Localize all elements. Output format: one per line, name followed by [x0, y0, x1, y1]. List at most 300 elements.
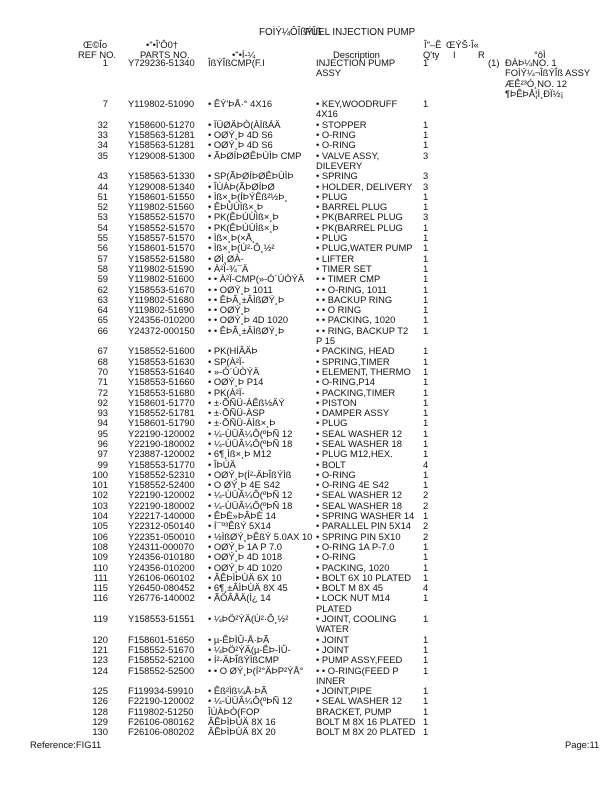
part-name-jp: ÂÊÞÌÞÙÄ 8X 20 [208, 726, 276, 738]
ref-no: 56 [97, 242, 108, 254]
description-line: • O-RING,P14 [316, 376, 376, 388]
quantity: 1 [423, 417, 429, 429]
ref-no: 104 [92, 510, 108, 522]
part-no: Y119802-51590 [128, 262, 195, 274]
table-row [0, 429, 612, 439]
description-line: INNER [316, 674, 346, 686]
ref-no: 67 [97, 345, 108, 357]
quantity: 1 [423, 201, 429, 213]
quantity: 1 [423, 643, 429, 655]
part-name-jp: • ¼-ÙÜÂ¼Ô(ºÞÑ 18 [208, 437, 293, 449]
part-no: F158552-52500 [128, 664, 195, 676]
description [316, 727, 416, 737]
quantity: 1 [423, 293, 429, 305]
quantity: 1 [423, 242, 429, 254]
part-name-jp: • PK(ÊÞÚÙÌß×¸Þ [208, 221, 279, 233]
table-row [0, 99, 612, 120]
description-line: • KEY,WOODRUFF [316, 98, 398, 110]
description-line: • O-RING [316, 129, 356, 141]
ref-no: 70 [97, 365, 108, 377]
quantity: 1 [423, 324, 429, 336]
ref-no: 65 [97, 314, 108, 326]
ref-no: 110 [93, 561, 108, 573]
part-name-jp: • • ÊÞÂ¸±ÂÌßØÝ¸Þ [208, 324, 285, 336]
part-no: Y22351-050010 [128, 530, 195, 542]
quantity: 1 [423, 314, 429, 326]
part-name-jp: • ÏÜØÄÞÒ(ÀÌßÁÄ [208, 118, 281, 130]
description-line: • • BACKUP RING [316, 293, 393, 305]
table-row [0, 243, 612, 253]
ref-no: 95 [97, 427, 108, 439]
description-line: • SEAL WASHER 12 [316, 695, 402, 707]
ref-no: 62 [97, 283, 108, 295]
part-name-jp: • ±·ÕÑÜ-ÀÊß½ÄÝ [208, 396, 285, 408]
part-name-jp: • ÎÞÙÄ [208, 458, 236, 470]
quantity: 1 [423, 633, 429, 645]
description-line: • SPRING,TIMER [316, 355, 390, 367]
table-row [0, 326, 612, 347]
description [316, 593, 390, 614]
ref-no: 54 [97, 221, 108, 233]
quantity: 1 [423, 57, 429, 68]
remarks-line: ÆÊ²³Ó¸NO. 12 [505, 77, 567, 89]
quantity: 1 [423, 540, 429, 552]
part-name-jp: • Ìß×¸Þ(×Å¸ [208, 232, 256, 244]
part-name-jp: • ÊÞÈ»ÞÂÞÈ 14 [208, 510, 276, 522]
description-line: INJECTION PUMP [316, 57, 396, 68]
description [316, 614, 396, 635]
quantity: 1 [423, 365, 429, 377]
table-row [0, 367, 612, 377]
ref-no: 109 [92, 551, 108, 563]
table-row [0, 408, 612, 418]
quantity: 1 [423, 190, 429, 202]
ref-no: 33 [97, 129, 108, 141]
quantity: 1 [423, 726, 429, 738]
quantity: 3 [423, 149, 429, 161]
ref-no: 96 [97, 437, 108, 449]
description-line: • SEAL WASHER 12 [316, 427, 402, 439]
description [316, 377, 375, 387]
quantity: 1 [423, 252, 429, 264]
ref-no: 103 [92, 499, 108, 511]
quantity: 3 [423, 170, 429, 182]
ref-no: 129 [92, 716, 108, 727]
quantity: 1 [423, 427, 429, 439]
part-no: Y158563-51330 [128, 170, 195, 182]
ref-no: 93 [97, 407, 108, 419]
quantity: 1 [423, 510, 429, 522]
part-no: Y129008-51300 [128, 149, 195, 161]
table-row [0, 357, 612, 367]
description-line: • O-RING 4E S42 [316, 479, 390, 491]
part-no: Y23887-120002 [128, 448, 195, 460]
title-jp: FOÌÝ¼ÔÎßÝÎß [259, 27, 322, 38]
part-no: Y158601-51550 [128, 190, 195, 202]
ref-no: 44 [97, 180, 108, 192]
description-line: • SPRING WASHER 14 [316, 510, 415, 522]
part-no: Y24311-000070 [128, 540, 195, 552]
part-name-jp: • ØÌ¸ØÀ- [208, 252, 244, 264]
description-line: ASSY [316, 67, 342, 79]
description [316, 655, 402, 665]
ref-no: 120 [92, 633, 108, 645]
part-name-jp: • OØÝ¸Þ P14 [208, 376, 264, 388]
description-line: • PLUG [316, 190, 348, 202]
part-name-jp: • µ-ÊÞÌÛ-Å·ÞÃ [208, 633, 270, 645]
quantity: 1 [423, 561, 429, 573]
quantity: 1 [423, 479, 429, 491]
part-name-jp: • OØÝ¸Þ 1A P 7.0 [208, 540, 282, 552]
description-line: 4X16 [316, 108, 338, 120]
ref-no: 99 [97, 458, 108, 470]
ref-no: 105 [92, 520, 108, 532]
ref-no: 43 [97, 170, 108, 182]
part-no: F26106-080162 [128, 716, 195, 727]
table-row [0, 130, 612, 140]
part-no: F22190-120002 [128, 695, 195, 707]
part-name-jp: • ÊÝ'ÞÅ·° 4X16 [208, 98, 273, 110]
quantity: 1 [423, 664, 429, 676]
part-name-jp: • 6¶¸±ÂÌÞÙÄ 8X 45 [208, 582, 288, 594]
description-line: P 15 [316, 335, 336, 347]
part-name-jp: • OØÝ¸Þ 4D 1020 [208, 561, 283, 573]
description [316, 552, 356, 562]
part-no: Y22217-140000 [128, 510, 195, 522]
part-name-jp: • Ìß×¸Þ(ÍÞÝÊß²½Þ¸ [208, 190, 288, 202]
quantity: 2 [423, 530, 429, 542]
quantity: 1 [423, 262, 429, 274]
table-row [0, 120, 612, 130]
description-line: WATER [316, 623, 349, 635]
ref-no: 108 [92, 540, 108, 552]
part-no: Y158552-51580 [128, 252, 195, 264]
part-no: Y158552-52400 [128, 479, 195, 491]
description-line: • PUMP ASSY,FEED [316, 654, 403, 666]
description-line: • JOINT [316, 643, 349, 655]
part-no: Y119802-51680 [128, 293, 195, 305]
quantity: 1 [423, 448, 429, 460]
description-line: • PK(BARREL PLUG [316, 221, 403, 233]
part-name-jp: • OØÝ¸Þ 4D S6 [208, 139, 273, 151]
description-line: BRACKET, PUMP [316, 705, 392, 717]
part-no: Y158552-51600 [128, 345, 195, 357]
ref-no: 119 [93, 613, 108, 625]
description [316, 99, 397, 120]
part-name-jp: • PK(ÊÞÚÙÌß×¸Þ [208, 211, 279, 223]
part-no: Y158552-51570 [128, 211, 195, 223]
part-no: Y158601-51570 [128, 242, 195, 254]
col-part-jp: •"•Î'Ô0† [146, 39, 179, 50]
quantity: 1 [423, 273, 429, 285]
description-line: • O-RING [316, 551, 356, 563]
col-part: PARTS NO. [140, 49, 190, 60]
description [316, 326, 408, 347]
table-row [0, 346, 612, 356]
ref-no: 72 [97, 386, 108, 398]
part-name-jp: • ½ÌßØÝ¸ÞÊßÝ 5.0AX 10 [208, 530, 313, 542]
col-qty-jp: Î"–Ê [424, 39, 442, 50]
ref-no: 66 [97, 324, 108, 336]
table-row [0, 264, 612, 274]
part-no: Y26450-080452 [128, 582, 195, 594]
part-no: Y158553-51551 [128, 613, 195, 625]
table-row [0, 58, 612, 99]
quantity: 1 [423, 129, 429, 141]
part-no: Y158557-51570 [128, 232, 195, 244]
table-row [0, 439, 612, 449]
table-row [0, 233, 612, 243]
part-name-jp: • • O ØÝ¸Þ(Í²°ÄÞP²ÝÅ° [208, 664, 304, 676]
part-no: Y158552-51781 [128, 407, 195, 419]
quantity: 1 [423, 613, 429, 625]
quantity: 4 [423, 582, 429, 594]
table-row [0, 655, 612, 665]
part-no: Y119802-51560 [128, 201, 195, 213]
quantity: 1 [423, 592, 429, 604]
table-row [0, 171, 612, 181]
part-name-jp: • 6¶¸Ìß×¸Þ M12 [208, 448, 272, 460]
description [316, 58, 395, 79]
part-no: Y158553-51680 [128, 386, 195, 398]
ref-no: 124 [92, 664, 108, 676]
part-name-jp: • ÎÙÀÞ(ÃÞØÍÞØ [208, 180, 275, 192]
part-name-jp: • PK(HÍÂÄÞ [208, 345, 258, 357]
part-no: Y119802-51600 [128, 273, 195, 285]
description-line: • O-RING 1A P-7.0 [316, 540, 395, 552]
quantity: 1 [423, 437, 429, 449]
quantity: 1 [423, 283, 429, 295]
table-row [0, 614, 612, 635]
description-line: • JOINT, COOLING [316, 613, 397, 625]
part-no: Y158553-51640 [128, 365, 195, 377]
part-name-jp: • ¼-ÙÜÂ¼Ô(ºÞÑ 12 [208, 489, 293, 501]
description-line: • PACKING,TIMER [316, 386, 396, 398]
description-line: • DAMPER ASSY [316, 407, 390, 419]
part-name-jp: • ¼-ÙÜÂ¼Ô(ºÞÑ 18 [208, 499, 293, 511]
col-remarks-jp: °ôÌ [534, 49, 546, 60]
quantity: 1 [423, 355, 429, 367]
quantity: 3 [423, 180, 429, 192]
ref-no: 71 [97, 376, 108, 388]
description-line: • • O RING [316, 304, 362, 316]
table-row [0, 295, 612, 305]
table-row [0, 182, 612, 192]
description-line: • BOLT [316, 458, 346, 470]
ref-no: 92 [97, 396, 108, 408]
description-line: • • O-RING(FEED P [316, 664, 399, 676]
description-line: • HOLDER, DELIVERY [316, 180, 413, 192]
part-no: Y24372-000150 [128, 324, 195, 336]
ref-no: 59 [97, 273, 108, 285]
table-row [0, 140, 612, 150]
table-row [0, 285, 612, 295]
quantity: 1 [423, 685, 429, 697]
description-line: • • RING, BACKUP T2 [316, 324, 409, 336]
description-line: • • O-RING, 1011 [316, 283, 387, 295]
part-name-jp: • ¼ÞÖ²ÝÄ(Ú²·Ô¸½² [208, 613, 289, 625]
quantity: 1 [423, 695, 429, 707]
description-line: • STOPPER [316, 118, 367, 130]
table-row [0, 151, 612, 172]
description-line: • SEAL WASHER 18 [316, 437, 402, 449]
part-no: Y158552-51570 [128, 221, 195, 233]
quantity: 1 [423, 139, 429, 151]
description-line: • PLUG,WATER PUMP [316, 242, 413, 254]
table-row [0, 593, 612, 614]
part-name-jp: ÎÙÀÞÒ(FOP [208, 705, 260, 717]
quantity: 1 [423, 376, 429, 388]
table-row [0, 563, 612, 573]
part-name-jp: • SP(À²Ï- [208, 355, 245, 367]
description-line: • PACKING, 1020 [316, 561, 390, 573]
description-line: • ELEMENT, THERMO [316, 365, 411, 377]
part-name-jp: • À²Ï-¾¯Ä [208, 262, 249, 274]
description-line: • O-RING [316, 468, 356, 480]
quantity: 1 [423, 716, 429, 727]
part-name-jp: • SP(ÃÞØÍÞØÊÞÙÌÞ [208, 170, 294, 182]
part-name-jp: • ÊÞÚÙÌß×¸Þ [208, 201, 264, 213]
ref-no: 55 [97, 232, 108, 244]
part-name-jp: • ¼ÞÖ²ÝÄ(µ-ÊÞ-ÌÛ- [208, 643, 291, 655]
description-line: • O-RING [316, 139, 356, 151]
part-name-jp: • Êß²Ìß¼Å·ÞÃ [208, 685, 268, 697]
r-value: (1) [488, 57, 500, 68]
description-line: • PLUG [316, 232, 348, 244]
part-name-jp: • • OØÝ¸Þ [208, 304, 250, 316]
part-no: Y22190-120002 [128, 427, 195, 439]
part-name-jp: • ÂÊÞÌÞÙÄ 6X 10 [208, 571, 282, 583]
ref-no: 34 [97, 139, 108, 151]
ref-no: 53 [97, 211, 108, 223]
quantity: 1 [423, 118, 429, 130]
part-no: Y158553-51770 [128, 458, 195, 470]
part-no: F158601-51650 [128, 633, 195, 645]
part-name-jp: • Ìß×¸Þ(Ú²·Ô¸½² [208, 242, 275, 254]
ref-no: 100 [92, 468, 108, 480]
description-line: • BARREL PLUG [316, 201, 388, 213]
description-line: • PLUG [316, 417, 348, 429]
part-name-jp: • PK(À²Ï- [208, 386, 245, 398]
quantity: 1 [423, 571, 429, 583]
description-line: • JOINT [316, 633, 349, 645]
part-name-jp: • ¼-ÙÜÂ¼Ô(ºÞÑ 12 [208, 427, 293, 439]
part-name-jp: • • OØÝ¸Þ 4D 1020 [208, 314, 289, 326]
part-no: F158552-52100 [128, 654, 195, 666]
description-line: BOLT M 8X 20 PLATED [316, 726, 416, 738]
quantity: 1 [423, 221, 429, 233]
part-no: Y22190-180002 [128, 499, 195, 511]
col-name-jp: •"•Í-¼ [232, 49, 256, 60]
ref-no: 94 [97, 417, 108, 429]
quantity: 1 [423, 468, 429, 480]
table-row [0, 449, 612, 459]
table-row [0, 573, 612, 583]
col-qty: Q'ty [423, 49, 440, 60]
part-no: Y158552-52310 [128, 468, 195, 480]
part-no: Y158553-51630 [128, 355, 195, 367]
table-row [0, 552, 612, 562]
parts-table [0, 58, 612, 738]
description-line: • • TIMER CMP [316, 273, 381, 285]
part-name-jp: • ÃÞØÍÞØÊÞÙÌÞ CMP [208, 149, 302, 161]
ref-no: 32 [97, 118, 108, 130]
description-line: PLATED [316, 602, 352, 614]
table-row [0, 254, 612, 264]
description-line: • • PACKING, 1020 [316, 314, 396, 326]
table-row [0, 377, 612, 387]
ref-no: 111 [93, 571, 108, 583]
ref-no: 52 [97, 201, 108, 213]
part-no: Y158563-51281 [128, 129, 195, 141]
ref-no: 57 [97, 252, 108, 264]
col-ref: REF NO. [78, 49, 117, 60]
remarks-line: FOÌÝ¼¬ÎßÝÎß ASSY [505, 67, 591, 79]
quantity: 1 [423, 551, 429, 563]
footer-reference: Reference:FIG11 [30, 739, 102, 750]
part-no: Y22190-120002 [128, 489, 195, 501]
quantity: 1 [423, 304, 429, 316]
description-line: • VALVE ASSY, [316, 149, 380, 161]
part-name-jp: • • ÊÞÂ¸±ÂÌßØÝ¸Þ [208, 293, 285, 305]
quantity: 1 [423, 705, 429, 717]
description-line: • LIFTER [316, 252, 355, 264]
ref-no: 125 [92, 685, 108, 697]
part-name-jp: • Í²-ÄÞÎßÝÌßCMP [208, 654, 279, 666]
part-name-jp: • OØÝ¸Þ(Í²-ÄÞÎßÝÌß [208, 468, 292, 480]
description-line: BOLT M 8X 16 PLATED [316, 716, 416, 727]
remarks [505, 58, 590, 99]
part-no: Y22190-180002 [128, 437, 195, 449]
description-line: • BOLT 6X 10 PLATED [316, 571, 411, 583]
part-no: Y158601-51790 [128, 417, 195, 429]
description [316, 151, 379, 172]
part-name-jp: • OØÝ¸Þ 4D S6 [208, 129, 273, 141]
description-line: • SEAL WASHER 12 [316, 489, 402, 501]
part-no: Y24356-010200 [128, 314, 195, 326]
part-no: Y26776-140002 [128, 592, 195, 604]
part-no: Y158553-51670 [128, 283, 195, 295]
description-line: • SEAL WASHER 18 [316, 499, 402, 511]
table-row [0, 305, 612, 315]
part-no: Y158553-51660 [128, 376, 195, 388]
quantity: 4 [423, 458, 429, 470]
quantity: 2 [423, 520, 429, 532]
part-name-jp: • ±·ÕÑÜ-ÀSP [208, 407, 265, 419]
part-no: F158552-51670 [128, 643, 195, 655]
ref-no: 128 [92, 705, 108, 717]
ref-no: 7 [102, 98, 108, 110]
description-line: • BOLT M 8X 45 [316, 582, 384, 594]
description-line: • JOINT,PIPE [316, 685, 372, 697]
description-line: DILEVERY [316, 159, 363, 171]
description-line: • PK(BARREL PLUG [316, 211, 403, 223]
part-no: Y119802-51090 [128, 98, 195, 110]
ref-no: 102 [92, 489, 108, 501]
part-no: Y158563-51281 [128, 139, 195, 151]
ref-no: 35 [97, 149, 108, 161]
part-name-jp: • • À²Ï-CMP(»-Ó´ÚÒÝÄ [208, 273, 305, 285]
part-no: Y24356-010200 [128, 561, 195, 573]
table-row [0, 315, 612, 325]
description-line: • TIMER SET [316, 262, 372, 274]
description-line: • PLUG M12,HEX. [316, 448, 393, 460]
ref-no: 63 [97, 293, 108, 305]
part-no: Y158600-51270 [128, 118, 195, 130]
description-line: • PACKING, HEAD [316, 345, 395, 357]
table-row [0, 666, 612, 687]
ref-no: 51 [97, 190, 108, 202]
